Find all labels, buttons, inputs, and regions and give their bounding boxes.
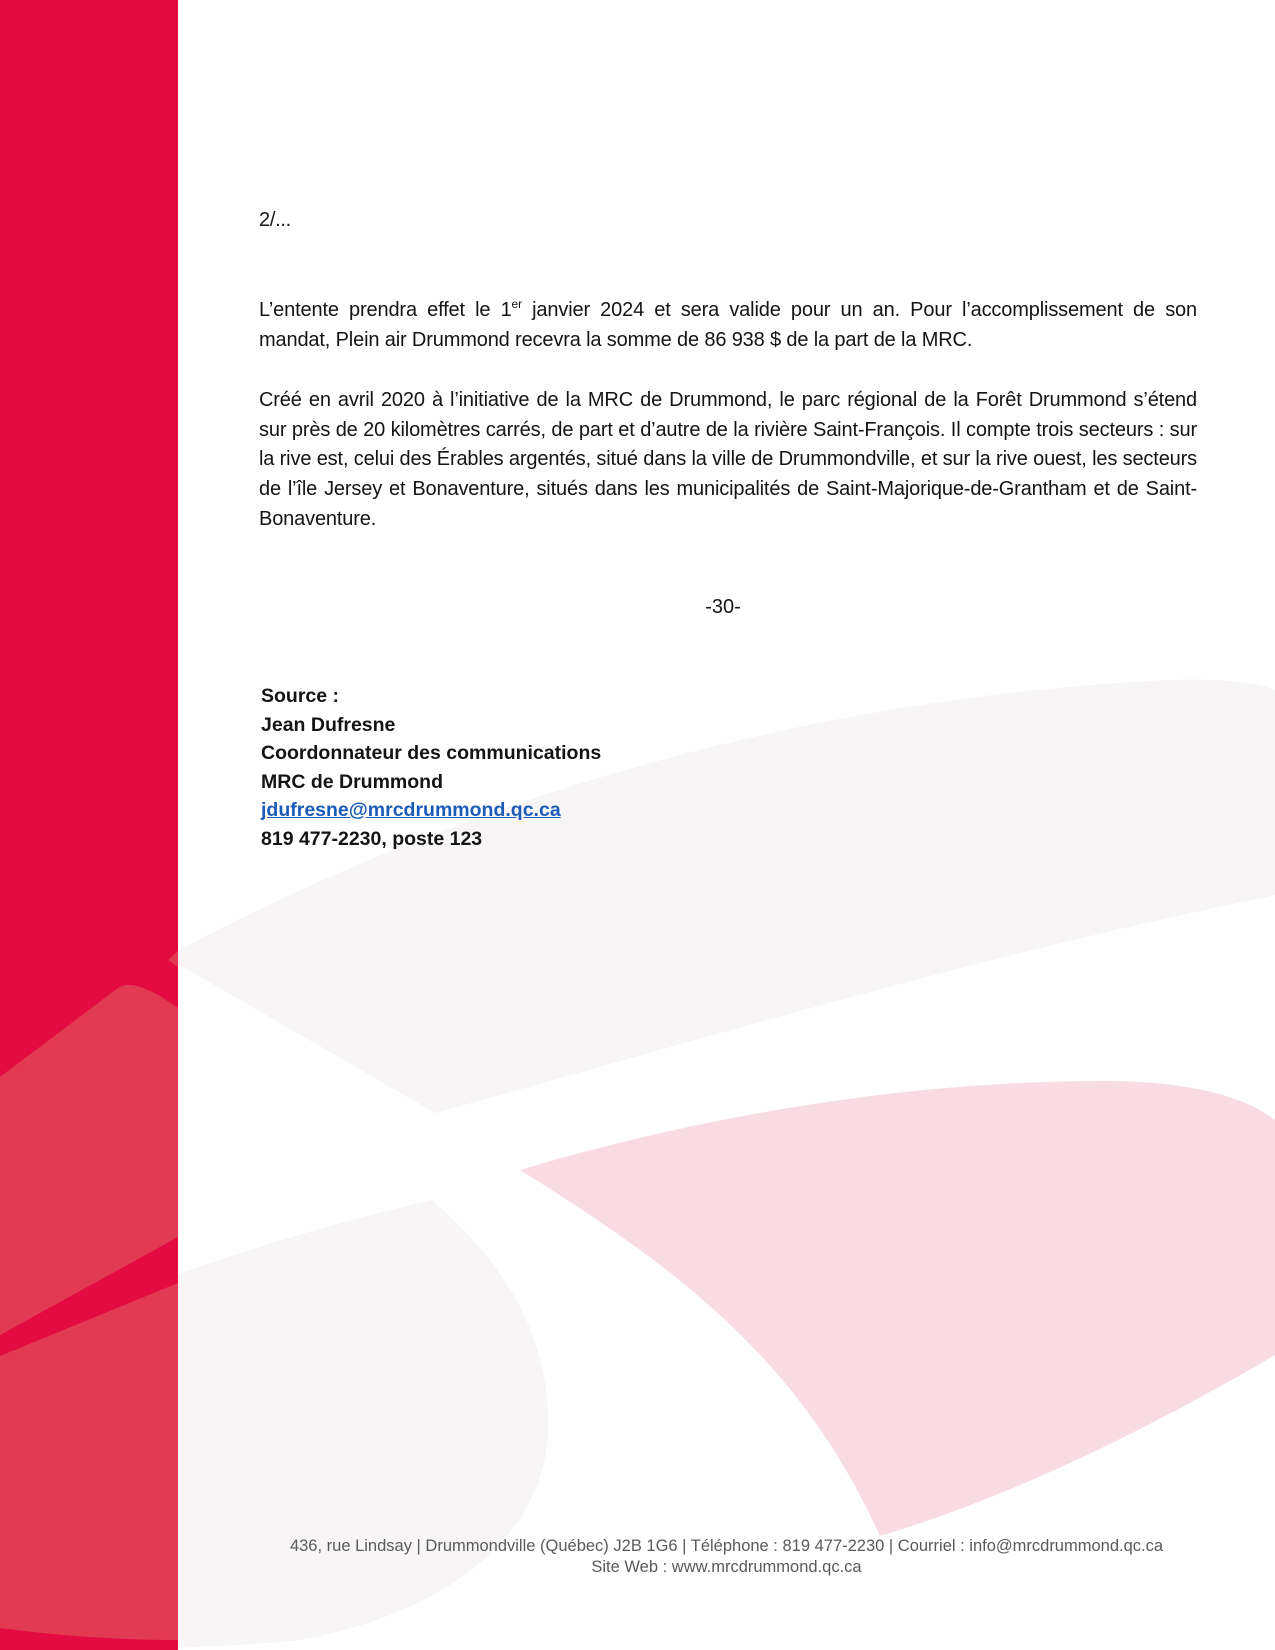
footer-contact bbox=[178, 1536, 1275, 1578]
source-title: Coordonnateur des communications bbox=[261, 742, 602, 764]
source-organization: MRC de Drummond bbox=[261, 770, 443, 793]
paragraph-agreement-rest: janvier 2024 et sera valide pour un an. Pour l’accomplissement de son mandat, Plein air Drummond recevra la somme de 86 938 $ de la part de la MRC. bbox=[259, 299, 1197, 351]
footer-website-line: Site Web : www.mrcdrummond.qc.ca bbox=[591, 1558, 862, 1576]
pink-petal bbox=[520, 1081, 1275, 1536]
source-label: Source : bbox=[261, 685, 340, 707]
source-block bbox=[261, 682, 601, 853]
footer-address-line: 436, rue Lindsay | Drummondville (Québec) J2B 1G6 | Téléphone : 819 477-2230 | Courriel : info@mrcdrummond.qc.ca bbox=[289, 1537, 1164, 1555]
source-phone: 819 477-2230, poste 123 bbox=[261, 827, 483, 850]
page-continuation-marker: 2/... bbox=[259, 209, 291, 231]
ordinal-superscript: er bbox=[511, 297, 522, 311]
source-email-link[interactable]: jdufresne@mrcdrummond.qc.ca bbox=[261, 799, 561, 821]
end-marker-text: -30- bbox=[705, 596, 741, 618]
end-marker bbox=[0, 596, 1275, 619]
paragraph-park-description: Créé en avril 2020 à l’initiative de la MRC de Drummond, le parc régional de la Forêt Drummond s’étend sur près de 20 kilomètres carrés, de part et d’autre de la rivière Saint-François. Il compte trois secteurs : sur la rive est, celui des Érables argentés, situé dans la ville de Drummondville, et sur la rive ouest, les secteurs de l’île Jersey et Bonaventure, situés dans les municipalités de Saint-Majorique-de-Grantham et de Saint-Bonaventure. bbox=[259, 389, 1197, 530]
source-name: Jean Dufresne bbox=[261, 713, 396, 736]
paragraph-agreement bbox=[259, 296, 1197, 355]
paragraph-agreement-start: L’entente prendra effet le 1 bbox=[259, 299, 512, 321]
